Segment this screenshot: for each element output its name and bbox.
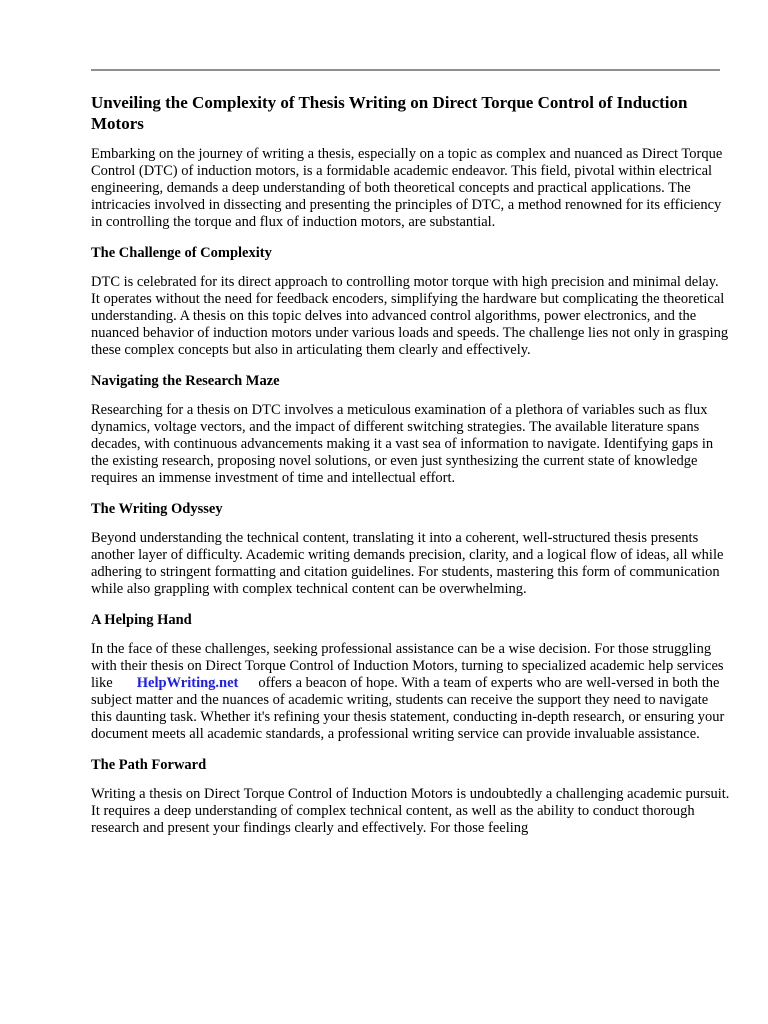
section-body-writing: Beyond understanding the technical content, translating it into a coherent, well-structured thesis presents another layer of difficulty. Academic writing demands precision, clarity, and a logical flow of ideas, all while adhering to stringent formatting and citation guidelines. For students, mastering this form of communication while also grappling with complex technical content can be overwhelming. bbox=[91, 530, 724, 597]
section-body-challenge: DTC is celebrated for its direct approach to controlling motor torque with high precision and minimal delay. It operates without the need for feedback encoders, simplifying the hardware but complicating the theoretical understanding. A thesis on this topic delves into advanced control algorithms, power electronics, and the nuanced behavior of induction motors under various loads and speeds. The challenge lies not only in grasping these complex concepts but also in articulating them clearly and effectively. bbox=[91, 274, 729, 358]
helpwriting-link[interactable]: HelpWriting.net bbox=[136, 675, 239, 691]
document-title: Unveiling the Complexity of Thesis Writing on Direct Torque Control of Induction Motors bbox=[91, 93, 688, 133]
helping-hand-text-after: offers a beacon of hope. With a team of experts who are well-versed in both the subject matter and the nuances of academic writing, students can receive the support they need to navigate this daunting task. Whether it's refining your thesis statement, conducting in-depth research, or ensuring your document meets all academic standards, a professional writing service can provide invaluable assistance. bbox=[91, 675, 725, 742]
section-heading-path-forward: The Path Forward bbox=[91, 757, 207, 773]
helping-hand-text-before: In the face of these challenges, seeking professional assistance can be a wise decision. For those struggling with their thesis on Direct Torque Control of Induction Motors, turning to specialized academic help services like bbox=[91, 641, 724, 691]
section-body-research: Researching for a thesis on DTC involves a meticulous examination of a plethora of variables such as flux dynamics, voltage vectors, and the impact of different switching strategies. The available literature spans decades, with continuous advancements making it a vast sea of information to navigate. Identifying gaps in the existing research, proposing novel solutions, or even just synthesizing the current state of knowledge requires an immense investment of time and intellectual effort. bbox=[91, 402, 714, 486]
section-heading-challenge: The Challenge of Complexity bbox=[91, 245, 272, 261]
top-divider bbox=[91, 69, 720, 71]
section-body-helping-hand bbox=[91, 641, 731, 743]
section-heading-helping-hand: A Helping Hand bbox=[91, 612, 192, 628]
document-content bbox=[91, 92, 731, 850]
section-heading-research: Navigating the Research Maze bbox=[91, 373, 280, 389]
section-body-path-forward: Writing a thesis on Direct Torque Control of Induction Motors is undoubtedly a challenging academic pursuit. It requires a deep understanding of complex technical content, as well as the ability to conduct thorough research and present your findings clearly and effectively. For those feeling bbox=[91, 786, 730, 836]
section-heading-writing: The Writing Odyssey bbox=[91, 501, 223, 517]
intro-paragraph: Embarking on the journey of writing a thesis, especially on a topic as complex and nuanced as Direct Torque Control (DTC) of induction motors, is a formidable academic endeavor. This field, pivotal within electrical engineering, demands a deep understanding of both theoretical concepts and practical applications. The intricacies involved in dissecting and presenting the principles of DTC, a method renowned for its efficiency in controlling the torque and flux of induction motors, are substantial. bbox=[91, 146, 723, 230]
